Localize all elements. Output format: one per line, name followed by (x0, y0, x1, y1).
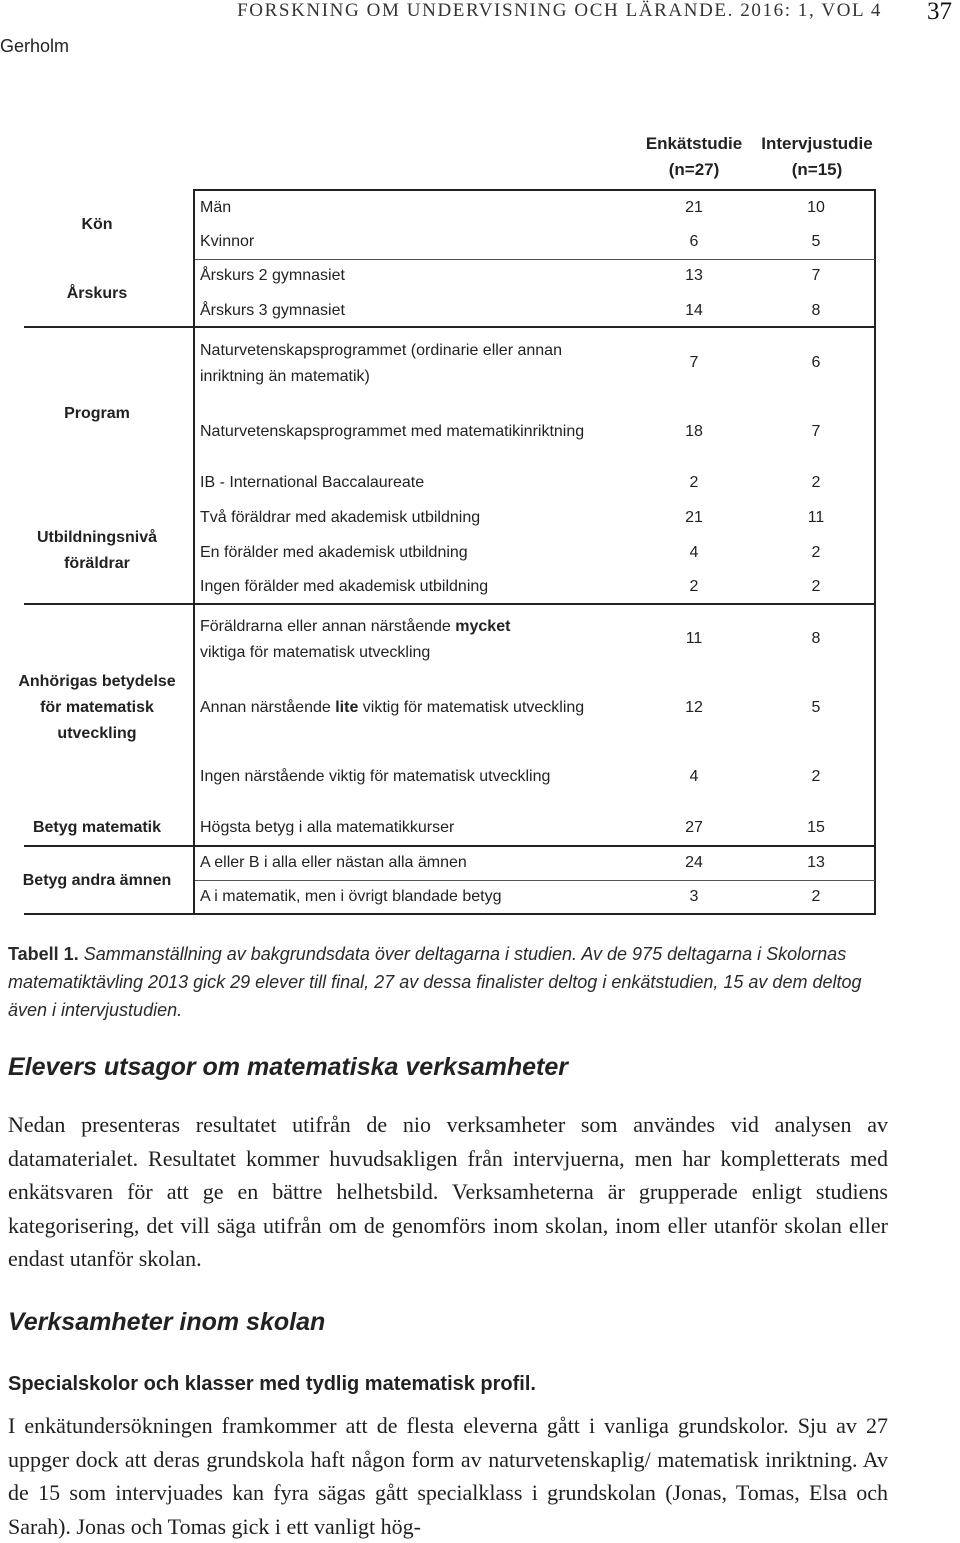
row-label-text: viktig för matematisk utveckling (358, 699, 585, 716)
row-label-line: inriktning än matematik) (200, 368, 370, 385)
category-anhoriga (4, 669, 190, 747)
row-label-line: Naturvetenskapsprogrammet (ordinarie eller annan (200, 342, 562, 359)
value-survey: 7 (689, 354, 699, 371)
table-left-rule (193, 189, 195, 915)
value-survey: 13 (685, 267, 703, 284)
row-label: Naturvetenskapsprogrammet med matematikinriktning (200, 423, 585, 440)
caption-label: Tabell 1. (8, 944, 79, 964)
category-kon: Kön (81, 216, 113, 233)
value-interview: 8 (811, 302, 821, 319)
table-top-rule (193, 189, 876, 191)
subsection-heading: Verksamheter inom skolan (8, 1308, 326, 1336)
value-interview: 7 (811, 267, 821, 284)
row-label: Ingen närstående viktig för matematisk utveckling (200, 768, 551, 785)
group-divider (24, 603, 876, 605)
value-survey: 4 (689, 544, 699, 561)
value-interview: 7 (811, 423, 821, 440)
value-interview: 10 (807, 199, 825, 216)
row-label: IB - International Baccalaureate (200, 474, 425, 491)
value-interview: 15 (807, 819, 825, 836)
table-bottom-rule (24, 913, 876, 915)
value-survey: 18 (685, 423, 703, 440)
row-label-emphasis: mycket (455, 618, 511, 635)
row-label (200, 614, 510, 666)
group-divider (24, 845, 876, 847)
category-betyg-andra: Betyg andra ämnen (22, 872, 172, 889)
row-label: Män (200, 199, 232, 216)
row-divider (195, 880, 875, 881)
column-header-interview (752, 131, 882, 183)
value-survey: 24 (685, 854, 703, 871)
row-label: A i matematik, men i övrigt blandade betyg (200, 888, 502, 905)
value-interview: 13 (807, 854, 825, 871)
running-head: FORSKNING OM UNDERVISNING OCH LÄRANDE. 2016: 1, VOL 4 (237, 0, 882, 21)
value-interview: 6 (811, 354, 821, 371)
row-label-emphasis: lite (335, 699, 359, 716)
row-label: Årskurs 2 gymnasiet (200, 267, 345, 284)
row-label: En förälder med akademisk utbildning (200, 544, 468, 561)
column-header-interview-n: (n=15) (791, 160, 843, 179)
row-label: Kvinnor (200, 233, 255, 250)
row-label: A eller B i alla eller nästan alla ämnen (200, 854, 467, 871)
value-survey: 6 (689, 233, 699, 250)
value-interview: 5 (811, 699, 821, 716)
paragraph: I enkätundersökningen framkommer att de flesta eleverna gått i vanliga grundskolor. Sju av 27 uppger dock att deras grundskola haft någon form av naturvetenskaplig/ matematisk inriktning. Av de 15 som intervjuades kan fyra sägas gått specialklass i grundskolan (Jonas, Tomas, Elsa och Sarah). Jonas och Tomas gick i ett vanligt hög- (8, 1413, 888, 1539)
row-label (200, 695, 584, 721)
row-label: Högsta betyg i alla matematikkurser (200, 819, 455, 836)
column-header-survey (634, 131, 754, 183)
value-interview: 5 (811, 233, 821, 250)
value-survey: 27 (685, 819, 703, 836)
value-interview: 2 (811, 544, 821, 561)
category-arskurs: Årskurs (66, 285, 128, 302)
value-survey: 12 (685, 699, 703, 716)
column-header-interview-title: Intervjustudie (761, 134, 873, 153)
column-header-survey-n: (n=27) (668, 160, 720, 179)
paragraph: Nedan presenteras resultatet utifrån de nio verksamheter som användes vid analysen av datamaterialet. Resultatet kommer huvudsakligen från intervjuerna, men har kompletterats med enkätsvaren för att ge en bättre helhetsbild. Verksamheterna är grupperade enligt studiens kategorisering, det vill säga utifrån om de genomförs inom skolan, inom eller utanför skolan eller endast utanför skolan. (8, 1112, 888, 1271)
category-betyg-matematik: Betyg matematik (32, 819, 162, 836)
row-label: Årskurs 3 gymnasiet (200, 302, 345, 319)
value-interview: 2 (811, 888, 821, 905)
value-interview: 2 (811, 474, 821, 491)
page-number: 37 (927, 0, 952, 25)
category-program: Program (64, 405, 130, 422)
value-survey: 4 (689, 768, 699, 785)
value-survey: 2 (689, 578, 699, 595)
row-label: Två föräldrar med akademisk utbildning (200, 509, 481, 526)
group-divider (24, 326, 876, 328)
subsubsection-heading: Specialskolor och klasser med tydlig matematisk profil. (8, 1373, 536, 1395)
table-right-rule (874, 189, 876, 915)
value-interview: 11 (807, 509, 825, 526)
row-divider (195, 259, 875, 260)
category-utbildningsniva (4, 525, 190, 577)
category-line: Anhörigas betydelse (18, 673, 176, 690)
value-survey: 2 (689, 474, 699, 491)
category-line: för matematisk (40, 699, 154, 716)
value-interview: 8 (811, 630, 821, 647)
caption-text: Sammanställning av bakgrundsdata över deltagarna i studien. Av de 975 deltagarna i Skolornas matematiktävling 2013 gick 29 elever till final, 27 av dessa finalister deltog i enkätstudien, 15 av dem deltog även i intervjustudien. (8, 944, 862, 1020)
category-line: föräldrar (64, 555, 130, 572)
value-interview: 2 (811, 768, 821, 785)
value-survey: 21 (685, 509, 703, 526)
value-survey: 3 (689, 888, 699, 905)
table-caption (8, 940, 888, 1024)
row-label: Ingen förälder med akademisk utbildning (200, 578, 489, 595)
value-survey: 14 (685, 302, 703, 319)
value-survey: 11 (685, 630, 703, 647)
value-survey: 21 (685, 199, 703, 216)
category-line: Utbildningsnivå (37, 529, 157, 546)
row-label-line (200, 614, 510, 640)
value-interview: 2 (811, 578, 821, 595)
category-line: utveckling (57, 725, 137, 742)
author-name: Gerholm (0, 36, 70, 56)
row-label-line: viktiga för matematisk utveckling (200, 644, 431, 661)
row-label-text: Föräldrarna eller annan närstående (200, 618, 456, 635)
column-header-survey-title: Enkätstudie (645, 134, 743, 153)
row-label (200, 338, 562, 390)
row-label-text: Annan närstående (200, 699, 336, 716)
section-heading: Elevers utsagor om matematiska verksamheter (8, 1053, 569, 1081)
